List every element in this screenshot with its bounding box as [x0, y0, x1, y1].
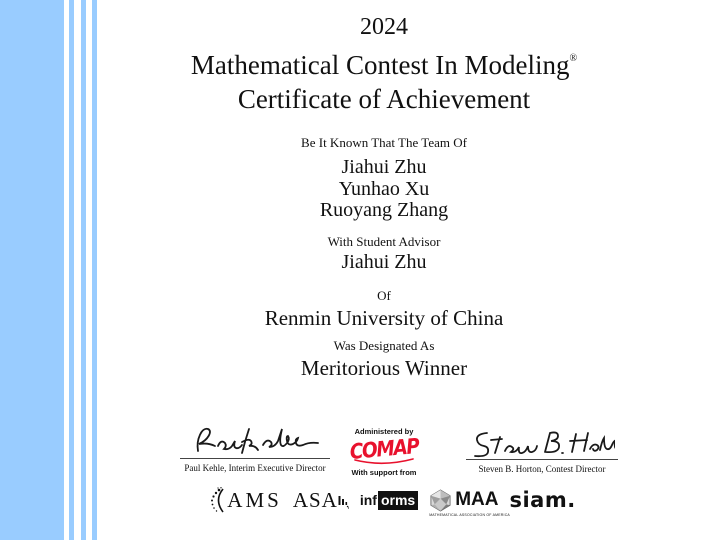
team-member: Jiahui Zhu [341, 156, 427, 178]
ams-arc-icon [208, 487, 226, 514]
siam-logo-text: siam. [509, 488, 576, 512]
informs-logo-box: orms [378, 491, 418, 510]
left-border-band [0, 0, 64, 540]
team-member: Yunhao Xu [338, 177, 430, 200]
team-intro-label: Be It Known That The Team Of [301, 135, 467, 150]
asa-bars-icon [338, 492, 349, 509]
advisor-name: Jiahui Zhu [341, 251, 427, 273]
executive-director-signature-block [180, 420, 330, 473]
asa-logo [293, 488, 349, 513]
left-border-stripe [69, 0, 74, 540]
contest-title [84, 50, 684, 81]
executive-director-caption: Paul Kehle, Interim Executive Director [184, 463, 326, 473]
award-title: Meritorious Winner [300, 356, 468, 380]
institution-name: Renmin University of China [264, 306, 504, 330]
paul-kehle-signature [191, 424, 319, 457]
contest-director-caption: Steven B. Horton, Contest Director [478, 464, 606, 474]
team-member-list [84, 157, 684, 222]
certificate-subtitle: Certificate of Achievement [237, 84, 531, 114]
signature-line [180, 458, 330, 459]
contest-year: 2024 [360, 14, 408, 40]
asa-logo-text: ASA [292, 487, 338, 512]
sponsor-logo-row [92, 484, 692, 516]
maa-icosahedron-icon [429, 489, 452, 512]
signature-line [466, 459, 618, 460]
administered-by-label: Administered by [354, 427, 414, 436]
informs-logo [360, 491, 418, 510]
ams-logo-text: AMS [227, 487, 282, 512]
of-label: Of [377, 288, 391, 303]
ams-logo [208, 487, 282, 514]
comap-logo: COMAP [348, 434, 420, 464]
steven-horton-signature [469, 428, 615, 458]
siam-logo [509, 488, 575, 512]
maa-logo-text: MAA [455, 489, 499, 510]
informs-logo-prefix: inf [359, 492, 377, 508]
contest-director-signature-block [466, 424, 618, 474]
registered-trademark-symbol: ® [569, 53, 578, 64]
administration-block [334, 427, 434, 477]
maa-logo [429, 489, 510, 517]
contest-title-text: Mathematical Contest In Modeling [190, 50, 570, 80]
maa-logo-caption: MATHEMATICAL ASSOCIATION OF AMERICA [429, 512, 510, 517]
support-label: With support from [351, 468, 417, 477]
team-member: Ruoyang Zhang [319, 199, 449, 221]
designation-label: Was Designated As [333, 338, 435, 353]
advisor-label: With Student Advisor [327, 234, 441, 249]
